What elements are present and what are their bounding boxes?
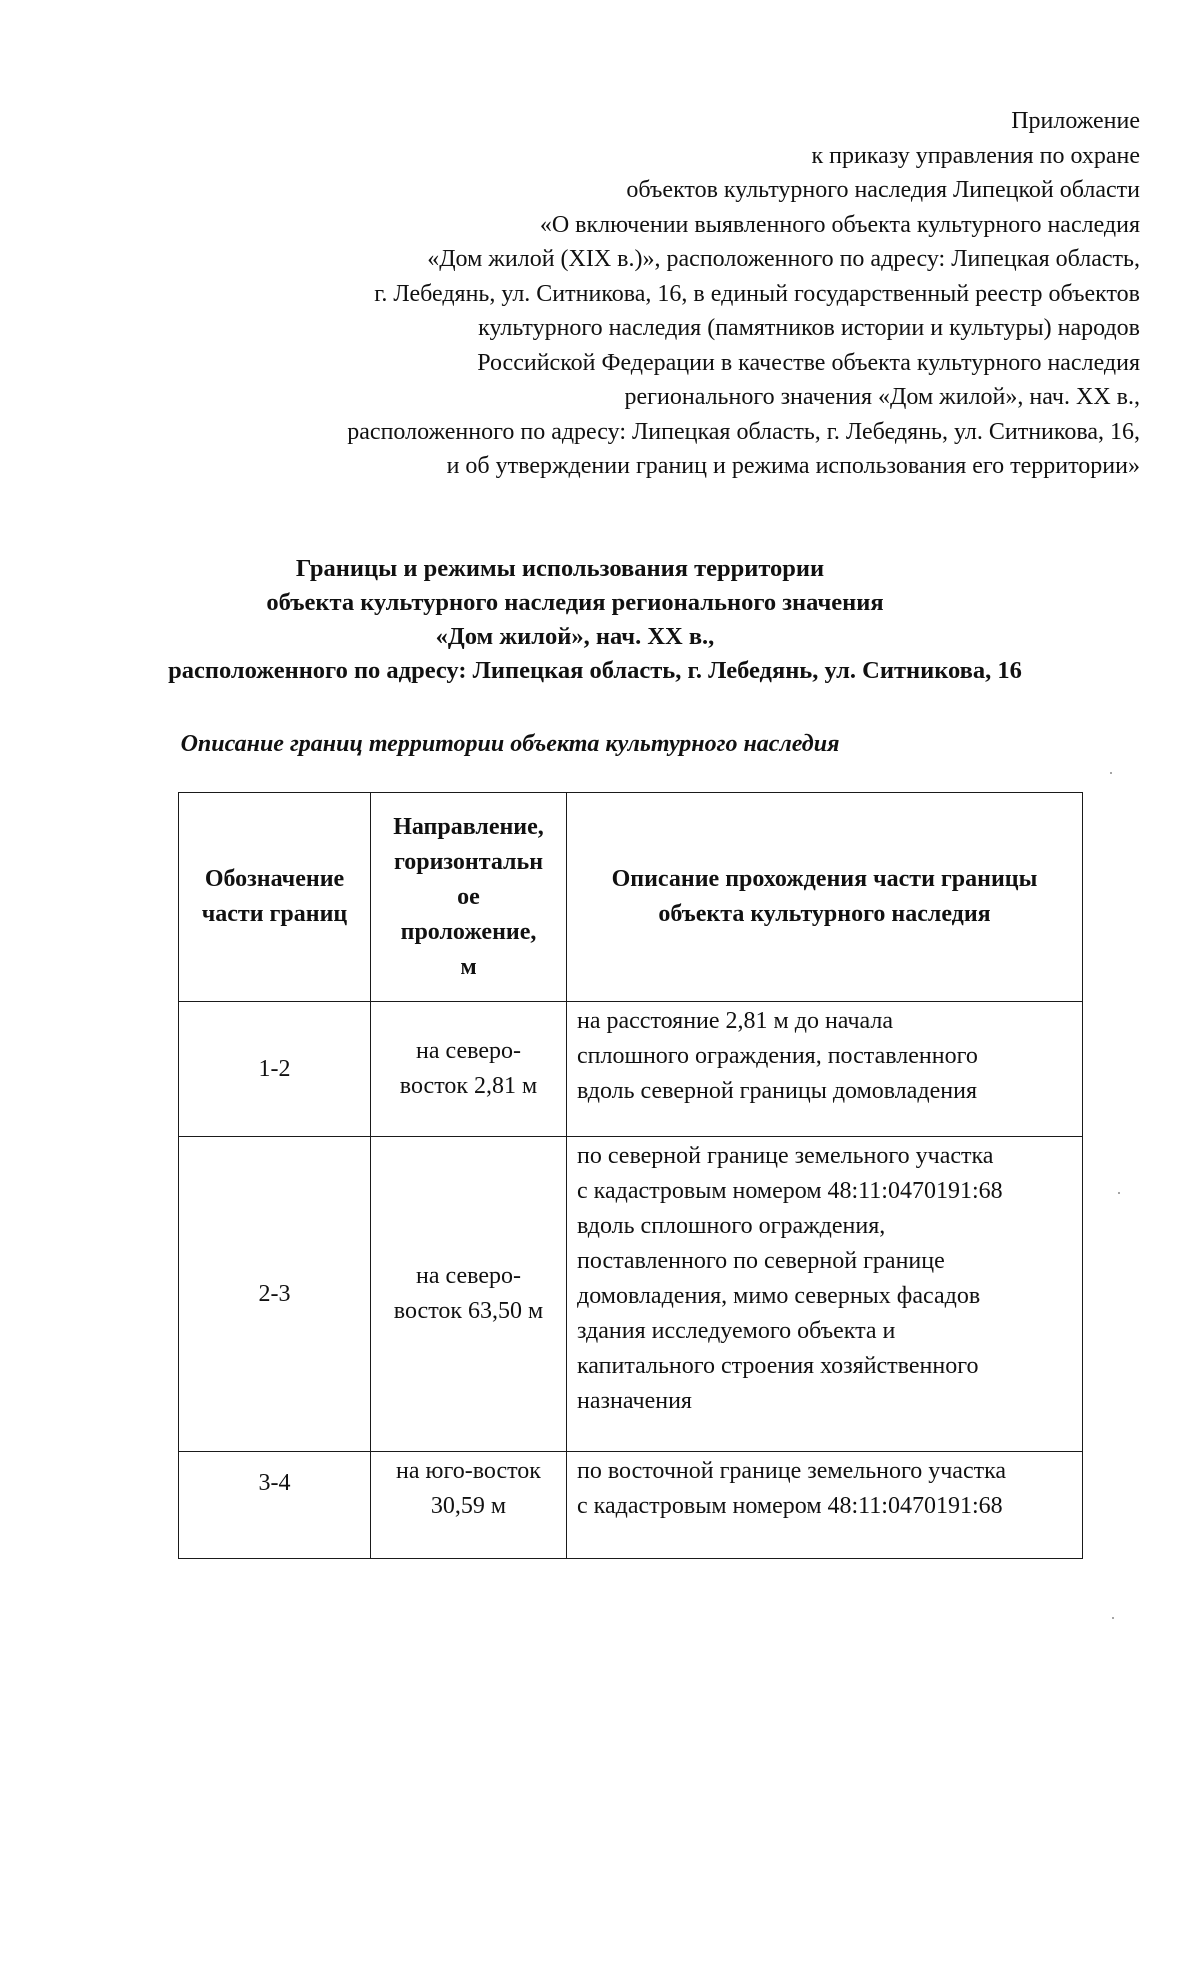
header-text-line: Направление, (393, 813, 544, 840)
cell-text-line: капитального строения хозяйственного (577, 1353, 979, 1379)
header-cell-direction (371, 793, 567, 1002)
cell-text-line: с кадастровым номером 48:11:0470191:68 (577, 1493, 1003, 1519)
header-text-line: объекта культурного наследия (658, 901, 991, 927)
cell-text-line: на северо- (416, 1263, 521, 1289)
scan-speck (1110, 772, 1112, 774)
cell-text-line: поставленного по северной границе (577, 1248, 945, 1274)
table-row (179, 1002, 1083, 1137)
cell-description (567, 1452, 1083, 1559)
cell-code: 3-4 (179, 1452, 371, 1559)
cell-text-line: назначения (577, 1388, 692, 1414)
cell-description (567, 1137, 1083, 1452)
appendix-line: Приложение (1011, 108, 1140, 134)
cell-text-line: восток 2,81 м (399, 1073, 538, 1099)
header-text-line: Описание прохождения части границы (611, 866, 1038, 892)
header-cell-code (179, 793, 371, 1002)
cell-description (567, 1002, 1083, 1137)
cell-text-line: восток 63,50 м (393, 1298, 544, 1324)
cell-text-line: домовладения, мимо северных фасадов (577, 1283, 981, 1309)
cell-direction (371, 1002, 567, 1137)
appendix-header (140, 104, 1140, 484)
cell-text-line: на юго-восток (396, 1458, 541, 1484)
document-title (0, 552, 1200, 688)
table-row (179, 1452, 1083, 1559)
table-row (179, 1137, 1083, 1452)
cell-text-line: вдоль сплошного ограждения, (577, 1213, 886, 1239)
header-text-line: части границ (201, 901, 348, 927)
title-line: расположенного по адресу: Липецкая область, г. Лебедянь, ул. Ситникова, 16 (168, 657, 1022, 684)
appendix-line: «Дом жилой (XIX в.)», расположенного по адресу: Липецкая область, (427, 246, 1140, 272)
cell-code: 1-2 (179, 1002, 371, 1137)
appendix-line: г. Лебедянь, ул. Ситникова, 16, в единый государственный реестр объектов (374, 280, 1140, 307)
appendix-line: Российской Федерации в качестве объекта культурного наследия (477, 349, 1140, 376)
cell-text-line: с кадастровым номером 48:11:0470191:68 (577, 1178, 1003, 1204)
scan-speck (1112, 1617, 1114, 1619)
appendix-line: расположенного по адресу: Липецкая область, г. Лебедянь, ул. Ситникова, 16, (347, 418, 1140, 445)
title-line: «Дом жилой», нач. XX в., (435, 623, 715, 650)
cell-text-line: 30,59 м (430, 1493, 507, 1519)
header-cell-description (567, 793, 1083, 1002)
cell-direction (371, 1452, 567, 1559)
cell-direction (371, 1137, 567, 1452)
cell-code: 2-3 (179, 1137, 371, 1452)
header-text-line: Обозначение (204, 866, 345, 892)
table-header-row (179, 793, 1083, 1002)
header-text-line: ое (457, 883, 480, 910)
appendix-line: регионального значения «Дом жилой», нач. XX в., (624, 384, 1140, 410)
title-line: Границы и режимы использования территории (295, 555, 825, 582)
cell-text-line: по северной границе земельного участка (577, 1143, 994, 1169)
appendix-line: культурного наследия (памятников истории и культуры) народов (478, 315, 1140, 341)
scan-speck (1118, 1192, 1120, 1194)
appendix-line: объектов культурного наследия Липецкой области (626, 177, 1140, 203)
header-text-line: м (460, 953, 477, 980)
cell-text-line: здания исследуемого объекта и (577, 1318, 896, 1344)
cell-text-line: на расстояние 2,81 м до начала (577, 1008, 894, 1034)
cell-text-line: вдоль северной границы домовладения (577, 1078, 978, 1104)
cell-text-line: на северо- (416, 1038, 521, 1064)
section-subtitle: Описание границ территории объекта культурного наследия (180, 731, 840, 757)
appendix-line: «О включении выявленного объекта культурного наследия (539, 211, 1140, 238)
cell-text-line: по восточной границе земельного участка (577, 1458, 1007, 1484)
boundaries-table (178, 792, 1083, 1559)
cell-text-line: сплошного ограждения, поставленного (577, 1043, 978, 1069)
appendix-line: к приказу управления по охране (811, 142, 1140, 169)
title-line: объекта культурного наследия регионального значения (266, 589, 884, 616)
header-text-line: горизонтальн (393, 848, 544, 875)
header-text-line: проложение, (400, 918, 537, 945)
appendix-line: и об утверждении границ и режима использования его территории» (446, 453, 1140, 479)
